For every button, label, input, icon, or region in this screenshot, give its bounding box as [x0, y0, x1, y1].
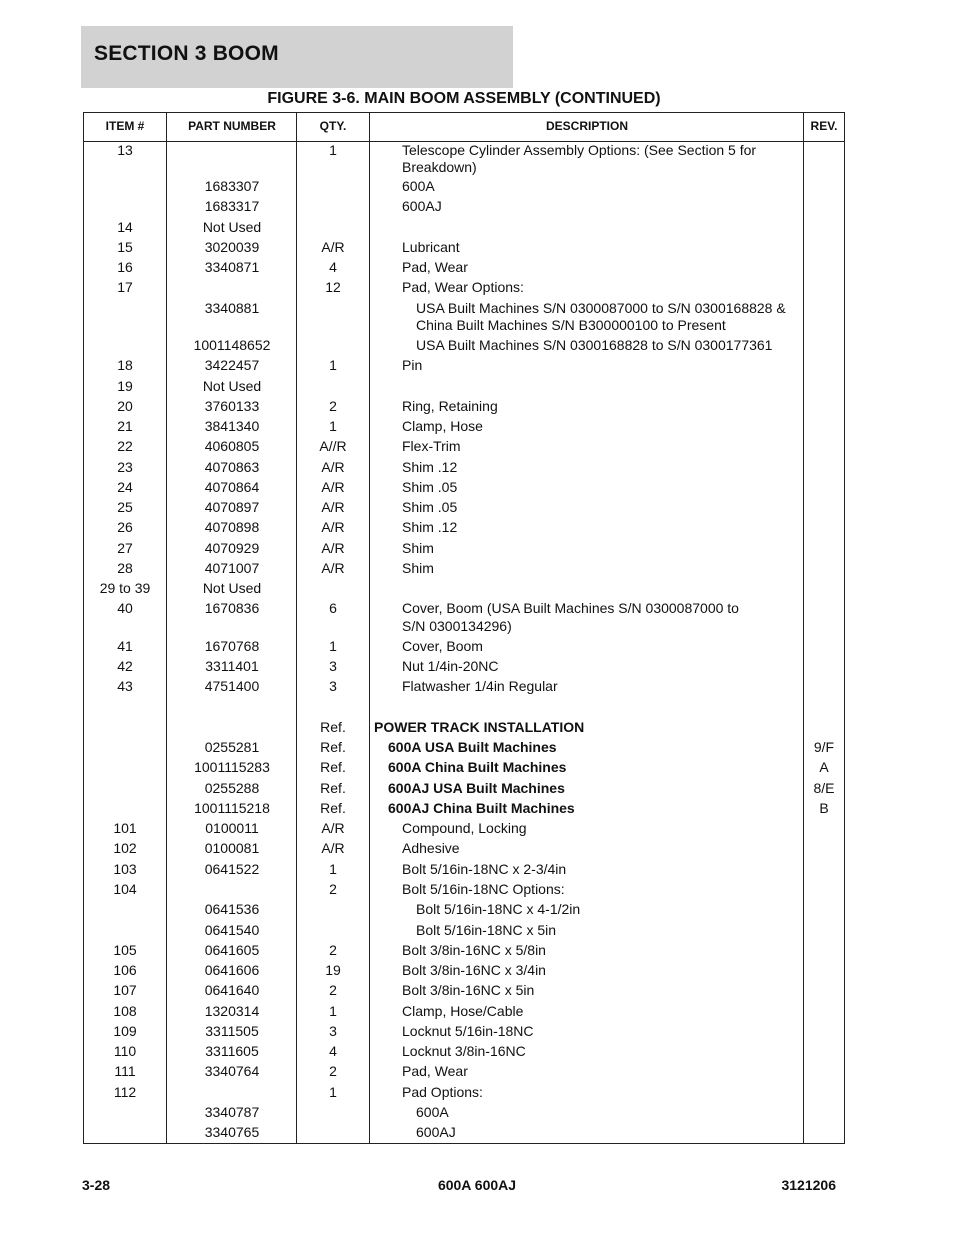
- part-number-cell: 4060805: [204, 438, 260, 454]
- description-cell: Pad Options:: [402, 1084, 483, 1100]
- part-number-cell: 1001148652: [193, 337, 271, 353]
- item-cell: 21: [117, 418, 133, 434]
- table-header-row: [84, 113, 844, 142]
- description-cell: 600A: [402, 178, 435, 194]
- rev-cell: A: [819, 759, 829, 775]
- header-description: DESCRIPTION: [545, 119, 628, 133]
- part-number-cell: 4070897: [204, 499, 260, 515]
- rev-cell: B: [819, 800, 829, 816]
- qty-cell: Ref.: [320, 800, 346, 816]
- part-number-cell: 4070863: [204, 459, 260, 475]
- part-number-cell: 3340881: [204, 300, 260, 316]
- part-number-cell: 0255288: [204, 780, 260, 796]
- part-number-cell: 4070898: [204, 519, 260, 535]
- qty-cell: A/R: [321, 459, 345, 475]
- description-cell: Locknut 3/8in-16NC: [402, 1043, 526, 1059]
- item-cell: 19: [117, 378, 133, 394]
- qty-cell: 6: [329, 600, 337, 616]
- item-cell: 29 to 39: [99, 580, 151, 596]
- item-cell: 13: [117, 142, 133, 158]
- qty-cell: 2: [329, 982, 337, 998]
- item-cell: 102: [113, 840, 137, 856]
- description-cell: 600A China Built Machines: [388, 759, 567, 775]
- qty-cell: 1: [329, 861, 337, 877]
- item-cell: 41: [117, 638, 133, 654]
- part-number-cell: 3340765: [204, 1124, 260, 1140]
- item-cell: 111: [114, 1063, 136, 1079]
- item-cell: 17: [117, 279, 133, 295]
- part-number-cell: 0255281: [204, 739, 260, 755]
- description-cell: Bolt 3/8in-16NC x 5/8in: [402, 942, 546, 958]
- description-cell: Compound, Locking: [402, 820, 527, 836]
- part-number-cell: 3760133: [204, 398, 260, 414]
- item-cell: 15: [117, 239, 133, 255]
- qty-cell: 3: [329, 658, 337, 674]
- part-number-cell: 4751400: [204, 678, 260, 694]
- part-number-cell: 4070929: [204, 540, 260, 556]
- description-cell: POWER TRACK INSTALLATION: [374, 719, 585, 735]
- qty-cell: 3: [329, 678, 337, 694]
- part-number-cell: 3311505: [205, 1023, 259, 1039]
- part-number-cell: 3340871: [204, 259, 260, 275]
- section-title: SECTION 3 BOOM: [94, 42, 279, 65]
- header-rev: REV.: [810, 119, 838, 133]
- description-cell: 600AJ: [402, 198, 442, 214]
- description-cell: 600A: [416, 1104, 449, 1120]
- part-number-cell: 1320314: [204, 1003, 260, 1019]
- qty-cell: 2: [329, 398, 337, 414]
- description-cell: Flex-Trim: [402, 438, 461, 454]
- description-cell: Clamp, Hose/Cable: [402, 1003, 524, 1019]
- item-cell: 109: [113, 1023, 137, 1039]
- description-cell: Shim .05: [402, 499, 458, 515]
- description-cell: Bolt 3/8in-16NC x 3/4in: [402, 962, 546, 978]
- qty-cell: A/R: [321, 540, 345, 556]
- description-cell: Flatwasher 1/4in Regular: [402, 678, 558, 694]
- qty-cell: 2: [329, 942, 337, 958]
- part-number-cell: 1683307: [204, 178, 260, 194]
- qty-cell: Ref.: [320, 719, 346, 735]
- item-cell: 105: [113, 942, 137, 958]
- header-item: ITEM #: [105, 119, 145, 133]
- part-number-cell: 3422457: [204, 357, 260, 373]
- description-cell: USA Built Machines S/N 0300087000 to S/N 0300168828 &: [416, 300, 786, 316]
- footer-doc-number: 3121206: [781, 1177, 836, 1193]
- qty-cell: Ref.: [320, 739, 346, 755]
- item-cell: 14: [117, 219, 133, 235]
- footer-page-number: 3-28: [82, 1177, 111, 1193]
- part-number-cell: 4070864: [204, 479, 260, 495]
- item-cell: 22: [117, 438, 133, 454]
- description-cell: Pin: [402, 357, 423, 373]
- footer-model: 600A 600AJ: [437, 1177, 517, 1193]
- part-number-cell: 0641640: [204, 982, 260, 998]
- qty-cell: Ref.: [320, 780, 346, 796]
- part-number-cell: 0641522: [204, 861, 260, 877]
- description-cell: Shim .12: [402, 459, 458, 475]
- item-cell: 103: [113, 861, 137, 877]
- description-cell: Pad, Wear: [402, 1063, 468, 1079]
- qty-cell: Ref.: [320, 759, 346, 775]
- part-number-cell: 4071007: [204, 560, 260, 576]
- description-cell: 600AJ USA Built Machines: [388, 780, 565, 796]
- description-cell: Shim .05: [402, 479, 458, 495]
- description-cell: 600AJ: [416, 1124, 456, 1140]
- item-cell: 107: [113, 982, 137, 998]
- qty-cell: 1: [329, 142, 337, 158]
- qty-cell: 12: [325, 279, 341, 295]
- description-cell: Bolt 5/16in-18NC x 2-3/4in: [402, 861, 567, 877]
- item-cell: 43: [117, 678, 133, 694]
- qty-cell: 4: [329, 1043, 337, 1059]
- item-cell: 110: [113, 1043, 137, 1059]
- part-number-cell: 1001115283: [194, 759, 270, 775]
- item-cell: 24: [117, 479, 133, 495]
- figure-title: FIGURE 3-6. MAIN BOOM ASSEMBLY (CONTINUED): [267, 90, 661, 107]
- qty-cell: A/R: [321, 840, 345, 856]
- part-number-cell: 3020039: [204, 239, 260, 255]
- rev-cell: 8/E: [813, 780, 835, 796]
- description-cell: Lubricant: [402, 239, 460, 255]
- description-cell: Clamp, Hose: [402, 418, 483, 434]
- description-cell: 600A USA Built Machines: [388, 739, 557, 755]
- item-cell: 23: [117, 459, 133, 475]
- item-cell: 106: [113, 962, 137, 978]
- description-cell: Adhesive: [402, 840, 460, 856]
- part-number-cell: 1683317: [204, 198, 260, 214]
- part-number-cell: 0100011: [205, 820, 259, 836]
- part-number-cell: Not Used: [202, 219, 262, 235]
- item-cell: 108: [113, 1003, 137, 1019]
- rev-cell: 9/F: [813, 739, 835, 755]
- item-cell: 20: [117, 398, 133, 414]
- description-cell: Bolt 5/16in-18NC Options:: [402, 881, 565, 897]
- item-cell: 28: [117, 560, 133, 576]
- qty-cell: 1: [329, 1084, 337, 1100]
- part-number-cell: 0100081: [204, 840, 260, 856]
- description-cell: 600AJ China Built Machines: [388, 800, 575, 816]
- header-qty: QTY.: [319, 119, 347, 133]
- qty-cell: A//R: [319, 438, 347, 454]
- part-number-cell: 3311605: [205, 1043, 259, 1059]
- section-banner: [81, 26, 513, 88]
- part-number-cell: 0641605: [204, 942, 260, 958]
- qty-cell: 1: [329, 357, 337, 373]
- description-cell: Telescope Cylinder Assembly Options: (See Section 5 for: [402, 142, 757, 158]
- description-cell: Cover, Boom: [402, 638, 483, 654]
- qty-cell: 3: [329, 1023, 337, 1039]
- item-cell: 27: [117, 540, 133, 556]
- item-cell: 26: [117, 519, 133, 535]
- column-divider: [369, 113, 370, 1143]
- part-number-cell: 3311401: [205, 658, 259, 674]
- qty-cell: 2: [329, 1063, 337, 1079]
- description-cell: USA Built Machines S/N 0300168828 to S/N 0300177361: [416, 337, 773, 353]
- description-cell: Bolt 5/16in-18NC x 4-1/2in: [416, 901, 581, 917]
- qty-cell: 19: [325, 962, 341, 978]
- description-cell: Pad, Wear: [402, 259, 468, 275]
- description-cell: Nut 1/4in-20NC: [402, 658, 499, 674]
- part-number-cell: 1670836: [204, 600, 260, 616]
- item-cell: 25: [117, 499, 133, 515]
- item-cell: 42: [117, 658, 133, 674]
- description-cell: Shim: [402, 560, 434, 576]
- qty-cell: A/R: [321, 820, 345, 836]
- description-cell: Shim .12: [402, 519, 458, 535]
- qty-cell: A/R: [321, 239, 345, 255]
- part-number-cell: 0641536: [204, 901, 260, 917]
- qty-cell: A/R: [321, 479, 345, 495]
- item-cell: 104: [113, 881, 137, 897]
- qty-cell: 2: [329, 881, 337, 897]
- description-cell: Shim: [402, 540, 434, 556]
- item-cell: 18: [117, 357, 133, 373]
- description-cell: Bolt 5/16in-18NC x 5in: [416, 922, 557, 938]
- description-cell: Pad, Wear Options:: [402, 279, 524, 295]
- item-cell: 40: [117, 600, 133, 616]
- item-cell: 112: [113, 1084, 137, 1100]
- qty-cell: 1: [329, 1003, 337, 1019]
- qty-cell: 1: [329, 638, 337, 654]
- qty-cell: A/R: [321, 499, 345, 515]
- description-cell: China Built Machines S/N B300000100 to Present: [416, 317, 726, 333]
- part-number-cell: Not Used: [202, 580, 262, 596]
- description-cell: Breakdown): [402, 159, 477, 175]
- qty-cell: 1: [329, 418, 337, 434]
- part-number-cell: 0641606: [204, 962, 260, 978]
- part-number-cell: 3841340: [204, 418, 260, 434]
- part-number-cell: Not Used: [202, 378, 262, 394]
- item-cell: 101: [113, 820, 137, 836]
- item-cell: 16: [117, 259, 133, 275]
- description-cell: Locknut 5/16in-18NC: [402, 1023, 534, 1039]
- description-cell: Cover, Boom (USA Built Machines S/N 0300087000 to: [402, 600, 739, 616]
- qty-cell: A/R: [321, 519, 345, 535]
- qty-cell: 4: [329, 259, 337, 275]
- part-number-cell: 3340787: [204, 1104, 260, 1120]
- part-number-cell: 1670768: [204, 638, 260, 654]
- parts-table: [83, 112, 845, 1144]
- qty-cell: A/R: [321, 560, 345, 576]
- description-cell: S/N 0300134296): [402, 618, 512, 634]
- part-number-cell: 0641540: [204, 922, 260, 938]
- description-cell: Ring, Retaining: [402, 398, 498, 414]
- part-number-cell: 1001115218: [194, 800, 270, 816]
- header-part-number: PART NUMBER: [188, 119, 276, 133]
- part-number-cell: 3340764: [204, 1063, 260, 1079]
- description-cell: Bolt 3/8in-16NC x 5in: [402, 982, 535, 998]
